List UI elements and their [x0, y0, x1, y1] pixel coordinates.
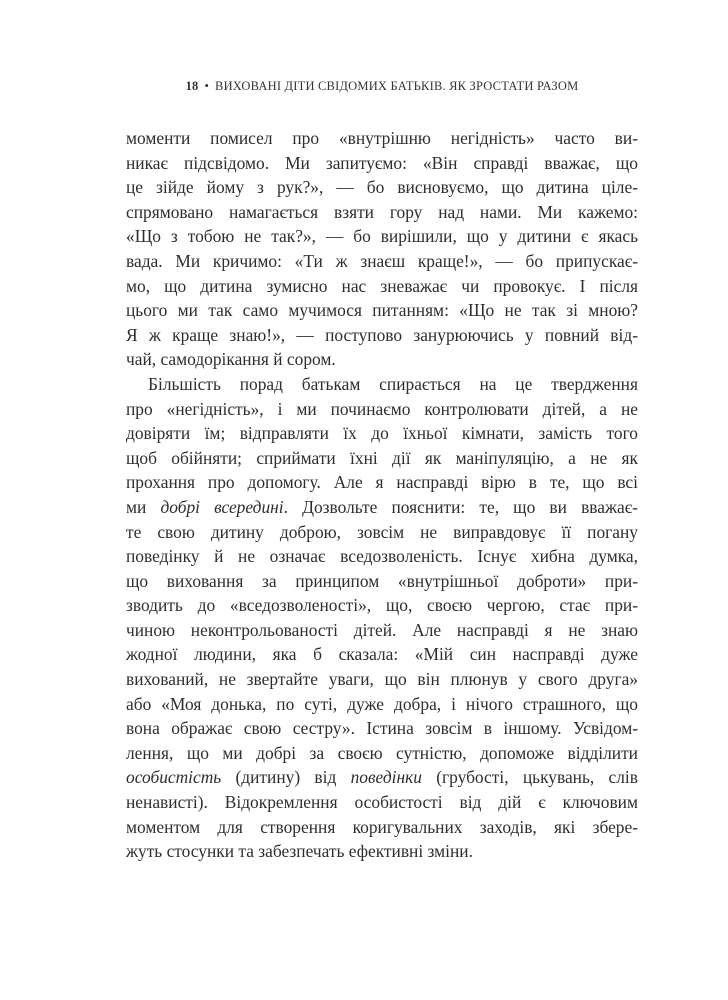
text-line: моментом для створення коригувальних заходів, які збере- [126, 816, 638, 837]
text-line: або «Моя донька, по суті, дуже добра, і нічого страшного, що [126, 693, 638, 714]
text-line: никає підсвідомо. Ми запитуємо: «Він справді вважає, що [126, 152, 638, 173]
text-span: . Дозвольте пояснити: те, що ви вважає- [283, 496, 638, 517]
text-line: Я ж краще знаю!», — поступово занурюючись у повний від- [126, 324, 638, 345]
text-line: лення, що ми добрі за своєю сутністю, допоможе відділити [126, 742, 638, 763]
text-line: це зійде йому з рук?», — бо висновуємо, що дитина ціле- [126, 177, 638, 198]
text-line: те свою дитину доброю, зовсім не виправдовує її погану [126, 521, 638, 542]
text-line: довіряти їм; відправляти їх до їхньої кімнати, замість того [126, 423, 638, 444]
page-number: 18 [185, 79, 199, 93]
text-span: (дитину) від [221, 767, 351, 788]
book-title: ВИХОВАНІ ДІТИ СВІДОМИХ БАТЬКІВ. ЯК ЗРОСТАТИ РАЗОМ [215, 79, 579, 93]
text-line: щоб обійняти; сприймати їхні дії як маніпуляцію, а не як [126, 447, 638, 468]
paragraph-1 [126, 126, 638, 372]
text-line-with-italic [126, 495, 638, 520]
text-line: поведінку й не означає вседозволеність. Існує хибна думка, [126, 546, 638, 567]
running-head [126, 79, 638, 94]
text-line: «Що з тобою не так?», — бо вирішили, що у дитини є якась [126, 226, 638, 247]
italic-emphasis: особистість [126, 767, 222, 788]
text-line: вона ображає свою сестру». Істина зовсім в іншому. Усвідом- [126, 718, 638, 739]
text-line-with-italic [126, 765, 638, 790]
text-line: Більшість порад батькам спирається на це твердження [148, 373, 638, 394]
text-line: зводить до «вседозволеності», що, своєю чергою, стає при- [126, 595, 638, 616]
text-line: вада. Ми кричимо: «Ти ж знаєш краще!», — бо припускає- [126, 250, 638, 271]
separator-bullet: • [204, 79, 210, 93]
text-span: (грубості, цькувань, слів [421, 767, 638, 788]
text-line: вихований, не звертайте уваги, що він плюнув у свого друга» [126, 669, 638, 690]
italic-emphasis: добрі всередині [160, 496, 284, 517]
body-text [126, 126, 638, 864]
text-line: що виховання за принципом «внутрішньої доброти» при- [126, 570, 638, 591]
text-line: чай, самодорікання й сором. [126, 349, 336, 370]
italic-emphasis: поведінки [350, 767, 422, 788]
text-line: цього ми так само мучимося питанням: «Що не так зі мною? [126, 300, 638, 321]
text-line: моменти помисел про «внутрішню негідність» часто ви- [126, 128, 638, 148]
text-line: прохання про допомогу. Але я насправді вірю в те, що всі [126, 472, 638, 493]
text-line: ненависті). Відокремлення особистості від дій є ключовим [126, 792, 638, 813]
text-span: ми [126, 496, 161, 517]
text-line: жодної людини, яка б сказала: «Мій син насправді дуже [126, 644, 638, 665]
text-line: мо, що дитина зумисно нас зневажає чи провокує. І після [126, 275, 638, 296]
text-line: про «негідність», і ми починаємо контролювати дітей, а не [126, 398, 638, 419]
text-line: чиною неконтрольованості дітей. Але насправді я не знаю [126, 619, 638, 640]
paragraph-2 [126, 372, 638, 864]
text-line: спрямовано намагається взяти гору над нами. Ми кажемо: [126, 201, 638, 222]
text-line: жуть стосунки та забезпечать ефективні зміни. [126, 841, 473, 862]
